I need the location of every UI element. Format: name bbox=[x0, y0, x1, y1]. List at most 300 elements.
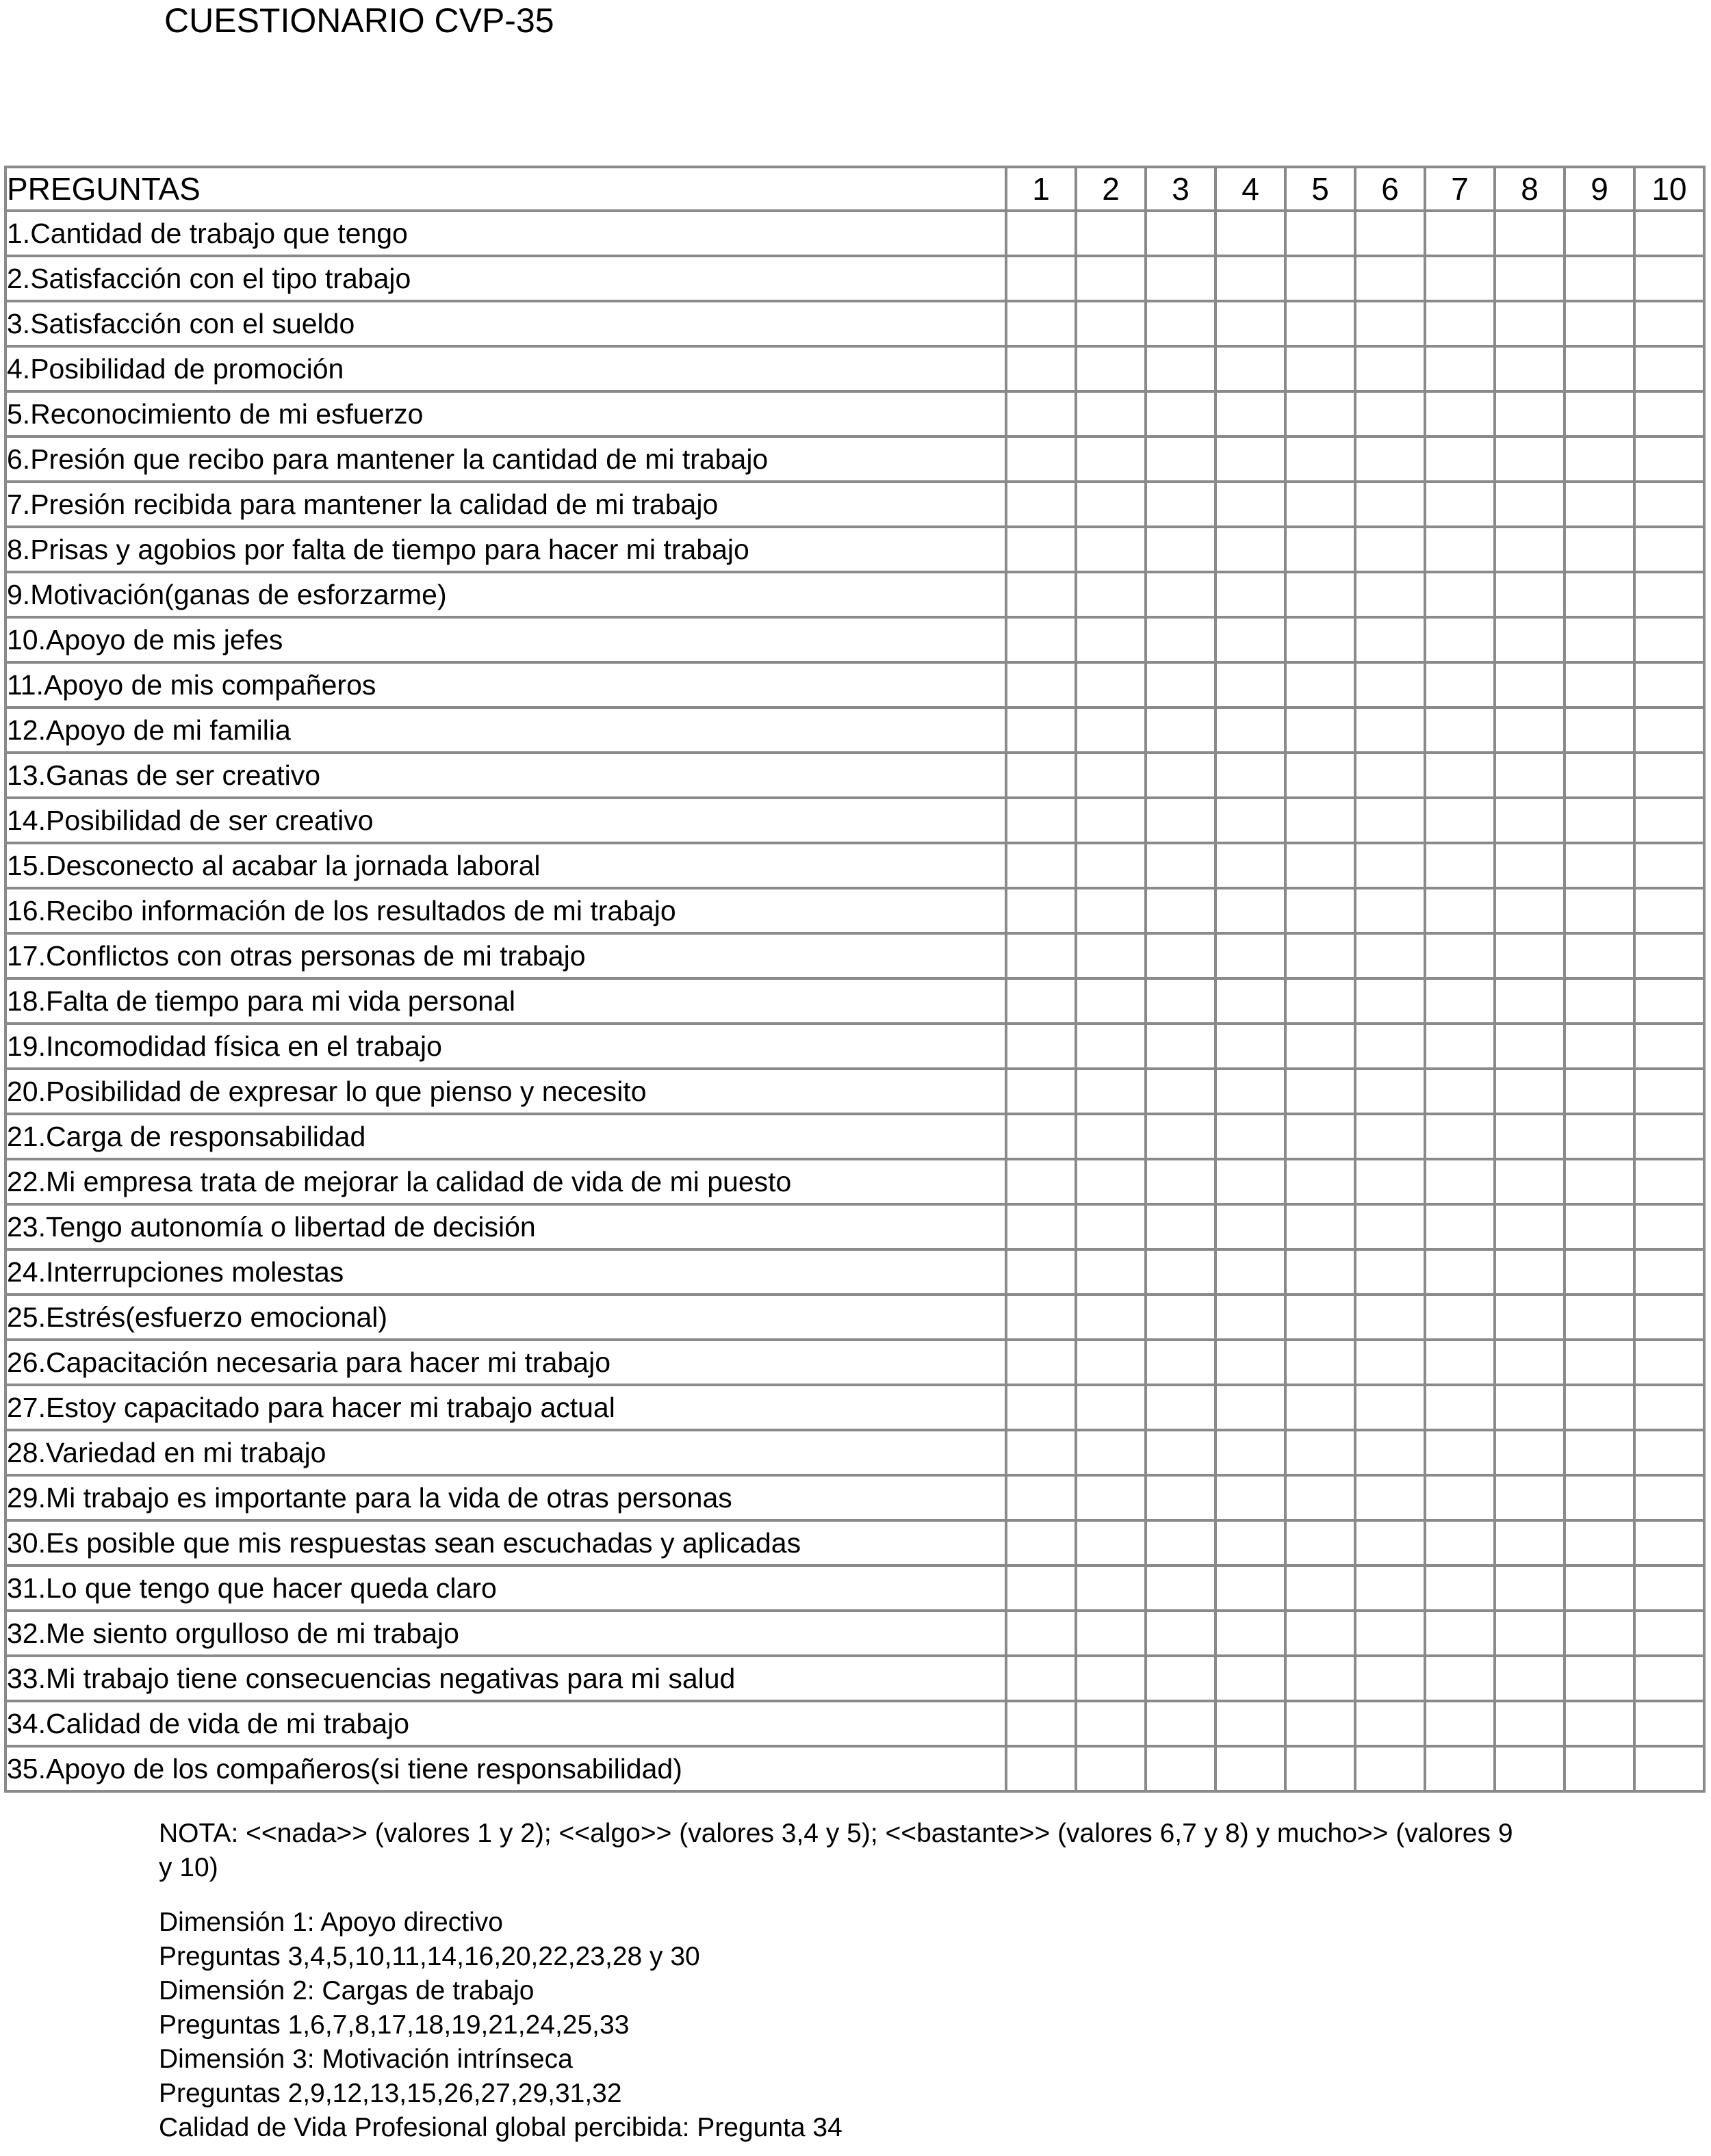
answer-cell-3[interactable] bbox=[1146, 1520, 1215, 1566]
answer-cell-6[interactable] bbox=[1355, 1249, 1425, 1295]
answer-cell-9[interactable] bbox=[1565, 1430, 1634, 1475]
answer-cell-7[interactable] bbox=[1425, 256, 1495, 301]
answer-cell-9[interactable] bbox=[1565, 527, 1634, 572]
answer-cell-3[interactable] bbox=[1146, 1566, 1215, 1611]
answer-cell-1[interactable] bbox=[1006, 1746, 1076, 1791]
answer-cell-10[interactable] bbox=[1634, 1159, 1704, 1204]
answer-cell-3[interactable] bbox=[1146, 933, 1215, 978]
answer-cell-5[interactable] bbox=[1285, 346, 1355, 391]
answer-cell-1[interactable] bbox=[1006, 1114, 1076, 1159]
answer-cell-4[interactable] bbox=[1215, 753, 1285, 798]
answer-cell-5[interactable] bbox=[1285, 572, 1355, 617]
answer-cell-1[interactable] bbox=[1006, 301, 1076, 346]
answer-cell-8[interactable] bbox=[1495, 572, 1565, 617]
answer-cell-10[interactable] bbox=[1634, 527, 1704, 572]
answer-cell-10[interactable] bbox=[1634, 617, 1704, 662]
answer-cell-10[interactable] bbox=[1634, 933, 1704, 978]
answer-cell-8[interactable] bbox=[1495, 1566, 1565, 1611]
answer-cell-3[interactable] bbox=[1146, 1159, 1215, 1204]
answer-cell-2[interactable] bbox=[1076, 1566, 1146, 1611]
answer-cell-7[interactable] bbox=[1425, 798, 1495, 843]
answer-cell-10[interactable] bbox=[1634, 1249, 1704, 1295]
answer-cell-6[interactable] bbox=[1355, 1746, 1425, 1791]
answer-cell-8[interactable] bbox=[1495, 978, 1565, 1024]
answer-cell-7[interactable] bbox=[1425, 978, 1495, 1024]
answer-cell-7[interactable] bbox=[1425, 1475, 1495, 1520]
answer-cell-1[interactable] bbox=[1006, 1520, 1076, 1566]
answer-cell-1[interactable] bbox=[1006, 978, 1076, 1024]
answer-cell-5[interactable] bbox=[1285, 933, 1355, 978]
answer-cell-10[interactable] bbox=[1634, 753, 1704, 798]
answer-cell-7[interactable] bbox=[1425, 1204, 1495, 1249]
answer-cell-10[interactable] bbox=[1634, 978, 1704, 1024]
answer-cell-3[interactable] bbox=[1146, 1656, 1215, 1701]
answer-cell-7[interactable] bbox=[1425, 617, 1495, 662]
answer-cell-9[interactable] bbox=[1565, 843, 1634, 888]
answer-cell-8[interactable] bbox=[1495, 1204, 1565, 1249]
answer-cell-6[interactable] bbox=[1355, 527, 1425, 572]
answer-cell-1[interactable] bbox=[1006, 1611, 1076, 1656]
answer-cell-8[interactable] bbox=[1495, 843, 1565, 888]
answer-cell-4[interactable] bbox=[1215, 482, 1285, 527]
answer-cell-7[interactable] bbox=[1425, 707, 1495, 753]
answer-cell-7[interactable] bbox=[1425, 662, 1495, 707]
answer-cell-5[interactable] bbox=[1285, 1430, 1355, 1475]
answer-cell-9[interactable] bbox=[1565, 1295, 1634, 1340]
answer-cell-4[interactable] bbox=[1215, 1611, 1285, 1656]
answer-cell-7[interactable] bbox=[1425, 1656, 1495, 1701]
answer-cell-7[interactable] bbox=[1425, 1701, 1495, 1746]
answer-cell-5[interactable] bbox=[1285, 1069, 1355, 1114]
answer-cell-10[interactable] bbox=[1634, 301, 1704, 346]
answer-cell-7[interactable] bbox=[1425, 753, 1495, 798]
answer-cell-2[interactable] bbox=[1076, 1430, 1146, 1475]
answer-cell-5[interactable] bbox=[1285, 482, 1355, 527]
answer-cell-2[interactable] bbox=[1076, 933, 1146, 978]
answer-cell-10[interactable] bbox=[1634, 1204, 1704, 1249]
answer-cell-4[interactable] bbox=[1215, 1069, 1285, 1114]
answer-cell-1[interactable] bbox=[1006, 798, 1076, 843]
answer-cell-1[interactable] bbox=[1006, 1159, 1076, 1204]
answer-cell-8[interactable] bbox=[1495, 1701, 1565, 1746]
answer-cell-4[interactable] bbox=[1215, 1430, 1285, 1475]
answer-cell-10[interactable] bbox=[1634, 662, 1704, 707]
answer-cell-4[interactable] bbox=[1215, 933, 1285, 978]
answer-cell-5[interactable] bbox=[1285, 707, 1355, 753]
answer-cell-5[interactable] bbox=[1285, 888, 1355, 933]
answer-cell-3[interactable] bbox=[1146, 798, 1215, 843]
answer-cell-4[interactable] bbox=[1215, 978, 1285, 1024]
answer-cell-5[interactable] bbox=[1285, 1566, 1355, 1611]
answer-cell-10[interactable] bbox=[1634, 1114, 1704, 1159]
answer-cell-5[interactable] bbox=[1285, 1114, 1355, 1159]
answer-cell-6[interactable] bbox=[1355, 978, 1425, 1024]
answer-cell-9[interactable] bbox=[1565, 346, 1634, 391]
answer-cell-9[interactable] bbox=[1565, 1069, 1634, 1114]
answer-cell-8[interactable] bbox=[1495, 1385, 1565, 1430]
answer-cell-8[interactable] bbox=[1495, 1656, 1565, 1701]
answer-cell-4[interactable] bbox=[1215, 391, 1285, 437]
answer-cell-7[interactable] bbox=[1425, 843, 1495, 888]
answer-cell-6[interactable] bbox=[1355, 1430, 1425, 1475]
answer-cell-8[interactable] bbox=[1495, 1069, 1565, 1114]
answer-cell-1[interactable] bbox=[1006, 843, 1076, 888]
answer-cell-3[interactable] bbox=[1146, 256, 1215, 301]
answer-cell-5[interactable] bbox=[1285, 1746, 1355, 1791]
answer-cell-9[interactable] bbox=[1565, 707, 1634, 753]
answer-cell-9[interactable] bbox=[1565, 256, 1634, 301]
answer-cell-7[interactable] bbox=[1425, 1249, 1495, 1295]
answer-cell-5[interactable] bbox=[1285, 1385, 1355, 1430]
answer-cell-9[interactable] bbox=[1565, 1746, 1634, 1791]
answer-cell-2[interactable] bbox=[1076, 617, 1146, 662]
answer-cell-3[interactable] bbox=[1146, 1024, 1215, 1069]
answer-cell-4[interactable] bbox=[1215, 256, 1285, 301]
answer-cell-6[interactable] bbox=[1355, 617, 1425, 662]
answer-cell-6[interactable] bbox=[1355, 301, 1425, 346]
answer-cell-9[interactable] bbox=[1565, 888, 1634, 933]
answer-cell-9[interactable] bbox=[1565, 978, 1634, 1024]
answer-cell-9[interactable] bbox=[1565, 1475, 1634, 1520]
answer-cell-8[interactable] bbox=[1495, 1159, 1565, 1204]
answer-cell-3[interactable] bbox=[1146, 1701, 1215, 1746]
answer-cell-6[interactable] bbox=[1355, 933, 1425, 978]
answer-cell-6[interactable] bbox=[1355, 211, 1425, 256]
answer-cell-2[interactable] bbox=[1076, 798, 1146, 843]
answer-cell-2[interactable] bbox=[1076, 301, 1146, 346]
answer-cell-1[interactable] bbox=[1006, 1430, 1076, 1475]
answer-cell-9[interactable] bbox=[1565, 933, 1634, 978]
answer-cell-10[interactable] bbox=[1634, 346, 1704, 391]
answer-cell-3[interactable] bbox=[1146, 1385, 1215, 1430]
answer-cell-1[interactable] bbox=[1006, 1204, 1076, 1249]
answer-cell-1[interactable] bbox=[1006, 1385, 1076, 1430]
answer-cell-5[interactable] bbox=[1285, 798, 1355, 843]
answer-cell-7[interactable] bbox=[1425, 1114, 1495, 1159]
answer-cell-7[interactable] bbox=[1425, 1566, 1495, 1611]
answer-cell-4[interactable] bbox=[1215, 1520, 1285, 1566]
answer-cell-8[interactable] bbox=[1495, 707, 1565, 753]
answer-cell-8[interactable] bbox=[1495, 391, 1565, 437]
answer-cell-2[interactable] bbox=[1076, 978, 1146, 1024]
answer-cell-4[interactable] bbox=[1215, 843, 1285, 888]
answer-cell-4[interactable] bbox=[1215, 1295, 1285, 1340]
answer-cell-10[interactable] bbox=[1634, 1746, 1704, 1791]
answer-cell-4[interactable] bbox=[1215, 1159, 1285, 1204]
answer-cell-1[interactable] bbox=[1006, 572, 1076, 617]
answer-cell-3[interactable] bbox=[1146, 1475, 1215, 1520]
answer-cell-4[interactable] bbox=[1215, 211, 1285, 256]
answer-cell-1[interactable] bbox=[1006, 933, 1076, 978]
answer-cell-5[interactable] bbox=[1285, 1295, 1355, 1340]
answer-cell-8[interactable] bbox=[1495, 256, 1565, 301]
answer-cell-9[interactable] bbox=[1565, 1611, 1634, 1656]
answer-cell-6[interactable] bbox=[1355, 437, 1425, 482]
answer-cell-5[interactable] bbox=[1285, 1656, 1355, 1701]
answer-cell-9[interactable] bbox=[1565, 572, 1634, 617]
answer-cell-5[interactable] bbox=[1285, 1204, 1355, 1249]
answer-cell-1[interactable] bbox=[1006, 1475, 1076, 1520]
answer-cell-10[interactable] bbox=[1634, 211, 1704, 256]
answer-cell-9[interactable] bbox=[1565, 617, 1634, 662]
answer-cell-8[interactable] bbox=[1495, 1340, 1565, 1385]
answer-cell-3[interactable] bbox=[1146, 346, 1215, 391]
answer-cell-1[interactable] bbox=[1006, 1069, 1076, 1114]
answer-cell-6[interactable] bbox=[1355, 572, 1425, 617]
answer-cell-1[interactable] bbox=[1006, 527, 1076, 572]
answer-cell-8[interactable] bbox=[1495, 753, 1565, 798]
answer-cell-6[interactable] bbox=[1355, 1204, 1425, 1249]
answer-cell-3[interactable] bbox=[1146, 1340, 1215, 1385]
answer-cell-6[interactable] bbox=[1355, 1114, 1425, 1159]
answer-cell-2[interactable] bbox=[1076, 527, 1146, 572]
answer-cell-2[interactable] bbox=[1076, 211, 1146, 256]
answer-cell-2[interactable] bbox=[1076, 1114, 1146, 1159]
answer-cell-5[interactable] bbox=[1285, 211, 1355, 256]
answer-cell-7[interactable] bbox=[1425, 1611, 1495, 1656]
answer-cell-3[interactable] bbox=[1146, 753, 1215, 798]
answer-cell-6[interactable] bbox=[1355, 662, 1425, 707]
answer-cell-9[interactable] bbox=[1565, 1114, 1634, 1159]
answer-cell-1[interactable] bbox=[1006, 1295, 1076, 1340]
answer-cell-10[interactable] bbox=[1634, 1475, 1704, 1520]
answer-cell-4[interactable] bbox=[1215, 888, 1285, 933]
answer-cell-4[interactable] bbox=[1215, 1746, 1285, 1791]
answer-cell-10[interactable] bbox=[1634, 482, 1704, 527]
answer-cell-6[interactable] bbox=[1355, 1611, 1425, 1656]
answer-cell-3[interactable] bbox=[1146, 1746, 1215, 1791]
answer-cell-9[interactable] bbox=[1565, 1566, 1634, 1611]
answer-cell-8[interactable] bbox=[1495, 346, 1565, 391]
answer-cell-2[interactable] bbox=[1076, 1475, 1146, 1520]
answer-cell-5[interactable] bbox=[1285, 256, 1355, 301]
answer-cell-3[interactable] bbox=[1146, 1430, 1215, 1475]
answer-cell-4[interactable] bbox=[1215, 1204, 1285, 1249]
answer-cell-10[interactable] bbox=[1634, 1701, 1704, 1746]
answer-cell-2[interactable] bbox=[1076, 1520, 1146, 1566]
answer-cell-3[interactable] bbox=[1146, 437, 1215, 482]
answer-cell-6[interactable] bbox=[1355, 1159, 1425, 1204]
answer-cell-1[interactable] bbox=[1006, 256, 1076, 301]
answer-cell-8[interactable] bbox=[1495, 211, 1565, 256]
answer-cell-8[interactable] bbox=[1495, 527, 1565, 572]
answer-cell-7[interactable] bbox=[1425, 346, 1495, 391]
answer-cell-10[interactable] bbox=[1634, 572, 1704, 617]
answer-cell-8[interactable] bbox=[1495, 1114, 1565, 1159]
answer-cell-4[interactable] bbox=[1215, 346, 1285, 391]
answer-cell-1[interactable] bbox=[1006, 346, 1076, 391]
answer-cell-10[interactable] bbox=[1634, 1611, 1704, 1656]
answer-cell-9[interactable] bbox=[1565, 753, 1634, 798]
answer-cell-8[interactable] bbox=[1495, 437, 1565, 482]
answer-cell-5[interactable] bbox=[1285, 662, 1355, 707]
answer-cell-6[interactable] bbox=[1355, 707, 1425, 753]
answer-cell-10[interactable] bbox=[1634, 391, 1704, 437]
answer-cell-1[interactable] bbox=[1006, 753, 1076, 798]
answer-cell-2[interactable] bbox=[1076, 1024, 1146, 1069]
answer-cell-7[interactable] bbox=[1425, 1024, 1495, 1069]
answer-cell-5[interactable] bbox=[1285, 1024, 1355, 1069]
answer-cell-5[interactable] bbox=[1285, 391, 1355, 437]
answer-cell-7[interactable] bbox=[1425, 391, 1495, 437]
answer-cell-8[interactable] bbox=[1495, 1024, 1565, 1069]
answer-cell-4[interactable] bbox=[1215, 1656, 1285, 1701]
answer-cell-6[interactable] bbox=[1355, 1520, 1425, 1566]
answer-cell-7[interactable] bbox=[1425, 888, 1495, 933]
answer-cell-8[interactable] bbox=[1495, 1746, 1565, 1791]
answer-cell-6[interactable] bbox=[1355, 753, 1425, 798]
answer-cell-2[interactable] bbox=[1076, 753, 1146, 798]
answer-cell-1[interactable] bbox=[1006, 617, 1076, 662]
answer-cell-9[interactable] bbox=[1565, 1656, 1634, 1701]
answer-cell-3[interactable] bbox=[1146, 1249, 1215, 1295]
answer-cell-7[interactable] bbox=[1425, 1385, 1495, 1430]
answer-cell-6[interactable] bbox=[1355, 1069, 1425, 1114]
answer-cell-6[interactable] bbox=[1355, 1566, 1425, 1611]
answer-cell-7[interactable] bbox=[1425, 1746, 1495, 1791]
answer-cell-2[interactable] bbox=[1076, 1701, 1146, 1746]
answer-cell-3[interactable] bbox=[1146, 211, 1215, 256]
answer-cell-7[interactable] bbox=[1425, 437, 1495, 482]
answer-cell-4[interactable] bbox=[1215, 617, 1285, 662]
answer-cell-9[interactable] bbox=[1565, 301, 1634, 346]
answer-cell-2[interactable] bbox=[1076, 843, 1146, 888]
answer-cell-5[interactable] bbox=[1285, 1249, 1355, 1295]
answer-cell-3[interactable] bbox=[1146, 1295, 1215, 1340]
answer-cell-5[interactable] bbox=[1285, 978, 1355, 1024]
answer-cell-6[interactable] bbox=[1355, 1385, 1425, 1430]
answer-cell-1[interactable] bbox=[1006, 211, 1076, 256]
answer-cell-6[interactable] bbox=[1355, 391, 1425, 437]
answer-cell-6[interactable] bbox=[1355, 1340, 1425, 1385]
answer-cell-6[interactable] bbox=[1355, 843, 1425, 888]
answer-cell-2[interactable] bbox=[1076, 572, 1146, 617]
answer-cell-10[interactable] bbox=[1634, 1340, 1704, 1385]
answer-cell-4[interactable] bbox=[1215, 1566, 1285, 1611]
answer-cell-2[interactable] bbox=[1076, 346, 1146, 391]
answer-cell-8[interactable] bbox=[1495, 1611, 1565, 1656]
answer-cell-4[interactable] bbox=[1215, 1475, 1285, 1520]
answer-cell-2[interactable] bbox=[1076, 1385, 1146, 1430]
answer-cell-1[interactable] bbox=[1006, 662, 1076, 707]
answer-cell-8[interactable] bbox=[1495, 933, 1565, 978]
answer-cell-4[interactable] bbox=[1215, 1024, 1285, 1069]
answer-cell-2[interactable] bbox=[1076, 707, 1146, 753]
answer-cell-8[interactable] bbox=[1495, 888, 1565, 933]
answer-cell-6[interactable] bbox=[1355, 888, 1425, 933]
answer-cell-6[interactable] bbox=[1355, 482, 1425, 527]
answer-cell-5[interactable] bbox=[1285, 1520, 1355, 1566]
answer-cell-7[interactable] bbox=[1425, 527, 1495, 572]
answer-cell-6[interactable] bbox=[1355, 1475, 1425, 1520]
answer-cell-5[interactable] bbox=[1285, 843, 1355, 888]
answer-cell-7[interactable] bbox=[1425, 1340, 1495, 1385]
answer-cell-9[interactable] bbox=[1565, 1340, 1634, 1385]
answer-cell-3[interactable] bbox=[1146, 617, 1215, 662]
answer-cell-4[interactable] bbox=[1215, 707, 1285, 753]
answer-cell-2[interactable] bbox=[1076, 1295, 1146, 1340]
answer-cell-4[interactable] bbox=[1215, 1701, 1285, 1746]
answer-cell-8[interactable] bbox=[1495, 1475, 1565, 1520]
answer-cell-1[interactable] bbox=[1006, 1249, 1076, 1295]
answer-cell-4[interactable] bbox=[1215, 1385, 1285, 1430]
answer-cell-1[interactable] bbox=[1006, 437, 1076, 482]
answer-cell-3[interactable] bbox=[1146, 391, 1215, 437]
answer-cell-4[interactable] bbox=[1215, 798, 1285, 843]
answer-cell-7[interactable] bbox=[1425, 1295, 1495, 1340]
answer-cell-3[interactable] bbox=[1146, 301, 1215, 346]
answer-cell-2[interactable] bbox=[1076, 1159, 1146, 1204]
answer-cell-8[interactable] bbox=[1495, 1295, 1565, 1340]
answer-cell-10[interactable] bbox=[1634, 1024, 1704, 1069]
answer-cell-5[interactable] bbox=[1285, 1475, 1355, 1520]
answer-cell-2[interactable] bbox=[1076, 1340, 1146, 1385]
answer-cell-9[interactable] bbox=[1565, 798, 1634, 843]
answer-cell-3[interactable] bbox=[1146, 978, 1215, 1024]
answer-cell-7[interactable] bbox=[1425, 301, 1495, 346]
answer-cell-3[interactable] bbox=[1146, 843, 1215, 888]
answer-cell-10[interactable] bbox=[1634, 1295, 1704, 1340]
answer-cell-5[interactable] bbox=[1285, 617, 1355, 662]
answer-cell-1[interactable] bbox=[1006, 1701, 1076, 1746]
answer-cell-2[interactable] bbox=[1076, 1611, 1146, 1656]
answer-cell-3[interactable] bbox=[1146, 662, 1215, 707]
answer-cell-9[interactable] bbox=[1565, 437, 1634, 482]
answer-cell-1[interactable] bbox=[1006, 1340, 1076, 1385]
answer-cell-2[interactable] bbox=[1076, 1204, 1146, 1249]
answer-cell-10[interactable] bbox=[1634, 843, 1704, 888]
answer-cell-2[interactable] bbox=[1076, 437, 1146, 482]
answer-cell-1[interactable] bbox=[1006, 482, 1076, 527]
answer-cell-10[interactable] bbox=[1634, 256, 1704, 301]
answer-cell-9[interactable] bbox=[1565, 1520, 1634, 1566]
answer-cell-9[interactable] bbox=[1565, 391, 1634, 437]
answer-cell-8[interactable] bbox=[1495, 662, 1565, 707]
answer-cell-4[interactable] bbox=[1215, 301, 1285, 346]
answer-cell-5[interactable] bbox=[1285, 527, 1355, 572]
answer-cell-5[interactable] bbox=[1285, 437, 1355, 482]
answer-cell-3[interactable] bbox=[1146, 1069, 1215, 1114]
answer-cell-10[interactable] bbox=[1634, 707, 1704, 753]
answer-cell-6[interactable] bbox=[1355, 1656, 1425, 1701]
answer-cell-6[interactable] bbox=[1355, 256, 1425, 301]
answer-cell-10[interactable] bbox=[1634, 1430, 1704, 1475]
answer-cell-4[interactable] bbox=[1215, 1340, 1285, 1385]
answer-cell-8[interactable] bbox=[1495, 798, 1565, 843]
answer-cell-5[interactable] bbox=[1285, 1340, 1355, 1385]
answer-cell-10[interactable] bbox=[1634, 798, 1704, 843]
answer-cell-2[interactable] bbox=[1076, 1656, 1146, 1701]
answer-cell-6[interactable] bbox=[1355, 798, 1425, 843]
answer-cell-7[interactable] bbox=[1425, 572, 1495, 617]
answer-cell-8[interactable] bbox=[1495, 617, 1565, 662]
answer-cell-7[interactable] bbox=[1425, 1520, 1495, 1566]
answer-cell-9[interactable] bbox=[1565, 662, 1634, 707]
answer-cell-9[interactable] bbox=[1565, 1204, 1634, 1249]
answer-cell-4[interactable] bbox=[1215, 662, 1285, 707]
answer-cell-2[interactable] bbox=[1076, 1249, 1146, 1295]
answer-cell-1[interactable] bbox=[1006, 1024, 1076, 1069]
answer-cell-1[interactable] bbox=[1006, 888, 1076, 933]
answer-cell-6[interactable] bbox=[1355, 346, 1425, 391]
answer-cell-5[interactable] bbox=[1285, 301, 1355, 346]
answer-cell-9[interactable] bbox=[1565, 1701, 1634, 1746]
answer-cell-8[interactable] bbox=[1495, 1520, 1565, 1566]
answer-cell-7[interactable] bbox=[1425, 1159, 1495, 1204]
answer-cell-7[interactable] bbox=[1425, 933, 1495, 978]
answer-cell-2[interactable] bbox=[1076, 482, 1146, 527]
answer-cell-6[interactable] bbox=[1355, 1024, 1425, 1069]
